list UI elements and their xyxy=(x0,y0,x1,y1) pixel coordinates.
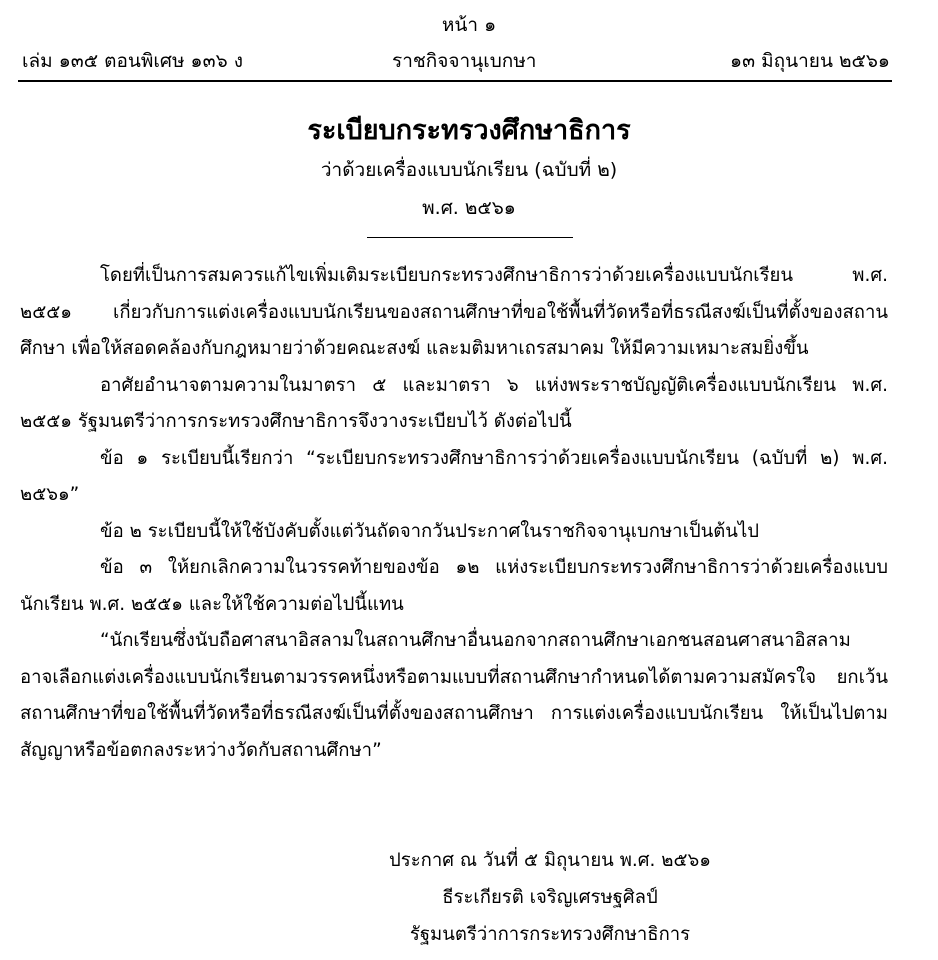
clause-1: ข้อ ๑ ระเบียบนี้เรียกว่า “ระเบียบกระทรวงศึกษาธิการว่าด้วยเครื่องแบบนักเรียน (ฉบับที่ ๒) พ.ศ. ๒๕๖๑” xyxy=(20,447,888,505)
volume-issue: เล่ม ๑๓๕ ตอนพิเศษ ๑๓๖ ง xyxy=(22,50,243,72)
document-body xyxy=(20,258,888,769)
title-divider xyxy=(367,237,573,238)
signatory-position: รัฐมนตรีว่าการกระทรวงศึกษาธิการ xyxy=(409,924,691,945)
signatory-name: ธีระเกียรติ เจริญเศรษฐศิลป์ xyxy=(442,887,658,908)
document-year: พ.ศ. ๒๕๖๑ xyxy=(422,197,516,219)
gazette-name: ราชกิจจานุเบกษา xyxy=(392,50,537,72)
page-number: หน้า ๑ xyxy=(441,14,497,36)
gazette-header xyxy=(22,46,890,74)
document-title: ระเบียบกระทรวงศึกษาธิการ xyxy=(307,115,631,146)
clause-3: ข้อ ๓ ให้ยกเลิกความในวรรคท้ายของข้อ ๑๒ แห่งระเบียบกระทรวงศึกษาธิการว่าด้วยเครื่องแบบนักเรียน พ.ศ. ๒๕๕๑ และให้ใช้ความต่อไปนี้แทน xyxy=(20,557,888,615)
authority-paragraph: อาศัยอำนาจตามความในมาตรา ๕ และมาตรา ๖ แห่งพระราชบัญญัติเครื่องแบบนักเรียน พ.ศ. ๒๕๕๑ รัฐมนตรีว่าการกระทรวงศึกษาธิการจึงวางระเบียบไว้ ดังต่อไปนี้ xyxy=(20,374,888,432)
preamble-paragraph: โดยที่เป็นการสมควรแก้ไขเพิ่มเติมระเบียบกระทรวงศึกษาธิการว่าด้วยเครื่องแบบนักเรียน พ.ศ. ๒๕๕๑ เกี่ยวกับการแต่งเครื่องแบบนักเรียนของสถานศึกษาที่ขอใช้พื้นที่วัดหรือที่ธรณีสงฆ์เป็นที่ตั้งของสถานศึกษา เพื่อให้สอดคล้องกับกฎหมายว่าด้วยคณะสงฆ์ และมติมหาเถรสมาคม ให้มีความเหมาะสมยิ่งขึ้น xyxy=(20,265,888,359)
publication-date: ๑๓ มิถุนายน ๒๕๖๑ xyxy=(730,50,890,72)
quoted-text: “นักเรียนซึ่งนับถือศาสนาอิสลามในสถานศึกษาอื่นนอกจากสถานศึกษาเอกชนสอนศาสนาอิสลาม อาจเลือกแต่งเครื่องแบบนักเรียนตามวรรคหนึ่งหรือตามแบบที่สถานศึกษากำหนดได้ตามความสมัครใจ ยกเว้นสถานศึกษาที่ขอใช้พื้นที่วัดหรือที่ธรณีสงฆ์เป็นที่ตั้งของสถานศึกษา การแต่งเครื่องแบบนักเรียน ให้เป็นไปตามสัญญาหรือข้อตกลงระหว่างวัดกับสถานศึกษา” xyxy=(20,630,888,761)
announcement-date: ประกาศ ณ วันที่ ๕ มิถุนายน พ.ศ. ๒๕๖๑ xyxy=(389,850,711,871)
clause-2: ข้อ ๒ ระเบียบนี้ให้ใช้บังคับตั้งแต่วันถัดจากวันประกาศในราชกิจจานุเบกษาเป็นต้นไป xyxy=(100,520,759,542)
document-subtitle: ว่าด้วยเครื่องแบบนักเรียน (ฉบับที่ ๒) xyxy=(320,159,618,181)
header-divider xyxy=(18,80,892,82)
